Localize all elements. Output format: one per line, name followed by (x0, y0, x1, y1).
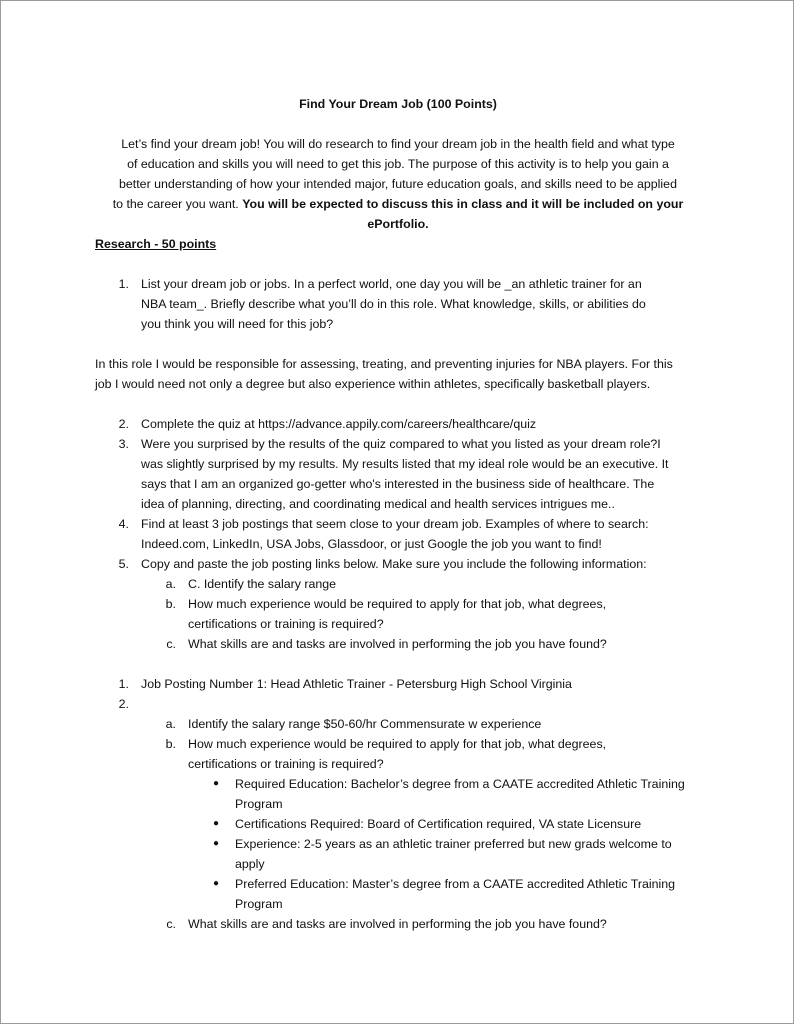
question-line: says that I am an organized go-getter who's interested in the business side of healthcare. The (141, 477, 655, 491)
question-line: was slightly surprised by my results. My results listed that my ideal role would be an executive. It (141, 457, 669, 471)
intro-line (1, 194, 794, 214)
sub-line: How much experience would be required to apply for that job, what degrees, (188, 597, 607, 611)
question-line: idea of planning, directing, and coordinating medical and health services intrigues me.. (141, 497, 615, 511)
sub-letter: b. (165, 737, 176, 751)
bullet-line: Program (235, 897, 283, 911)
answer-line: job I would need not only a degree but also experience within athletes, specifically basketball players. (95, 377, 651, 391)
question-line: Were you surprised by the results of the quiz compared to what you listed as your dream role?I (141, 437, 661, 451)
list-number: 1. (118, 677, 129, 691)
sub-line: certifications or training is required? (188, 757, 384, 771)
bullet-line: Preferred Education: Master’s degree from a CAATE accredited Athletic Training (235, 877, 676, 891)
bullet-line: apply (235, 857, 265, 871)
question-line: Complete the quiz at https://advance.appily.com/careers/healthcare/quiz (141, 417, 537, 431)
sub-line: How much experience would be required to apply for that job, what degrees, (188, 737, 607, 751)
question-line: Indeed.com, LinkedIn, USA Jobs, Glassdoor, or just Google the job you want to find! (141, 537, 602, 551)
research-heading: Research - 50 points (95, 237, 217, 251)
bullet-dot-icon: ● (213, 778, 220, 789)
bullet-dot-icon: ● (213, 838, 220, 849)
salary-line: Identify the salary range $50-60/hr Commensurate w experience (188, 717, 542, 731)
list-number: 4. (118, 517, 129, 531)
list-number: 2. (118, 697, 129, 711)
intro-line: better understanding of how your intended major, future education goals, and skills need to be applied (119, 177, 677, 191)
intro-bold-text: You will be expected to discuss this in class and it will be included on your (242, 197, 684, 211)
bullet-line: Certifications Required: Board of Certification required, VA state Licensure (235, 817, 642, 831)
sub-line: certifications or training is required? (188, 617, 384, 631)
bullet-dot-icon: ● (213, 818, 220, 829)
question-line: Find at least 3 job postings that seem close to your dream job. Examples of where to search: (141, 517, 649, 531)
page-title: Find Your Dream Job (100 Points) (299, 97, 497, 111)
list-number: 2. (118, 417, 129, 431)
answer-line: In this role I would be responsible for assessing, treating, and preventing injuries for NBA players. For this (95, 357, 673, 371)
sub-line: C. Identify the salary range (188, 577, 337, 591)
list-number: 3. (118, 437, 129, 451)
sub-letter: c. (166, 917, 176, 931)
sub-letter: b. (165, 597, 176, 611)
question-line: you think you will need for this job? (141, 317, 334, 331)
bullet-dot-icon: ● (213, 878, 220, 889)
intro-normal-text: to the career you want. (112, 197, 243, 211)
posting-title: Job Posting Number 1: Head Athletic Trainer - Petersburg High School Virginia (141, 677, 572, 691)
list-number: 5. (118, 557, 129, 571)
list-number: 1. (118, 277, 129, 291)
bullet-line: Experience: 2-5 years as an athletic trainer preferred but new grads welcome to (235, 837, 672, 851)
sub-letter: a. (165, 717, 176, 731)
sub-letter: a. (165, 577, 176, 591)
question-line: NBA team_. Briefly describe what you’ll do in this role. What knowledge, skills, or abilities do (141, 297, 646, 311)
bullet-line: Program (235, 797, 283, 811)
sub-line: What skills are and tasks are involved in performing the job you have found? (188, 917, 607, 931)
sub-letter: c. (166, 637, 176, 651)
sub-line: What skills are and tasks are involved in performing the job you have found? (188, 637, 607, 651)
question-line: Copy and paste the job posting links below. Make sure you include the following information: (141, 557, 647, 571)
bullet-line: Required Education: Bachelor’s degree from a CAATE accredited Athletic Training (235, 777, 685, 791)
intro-line-bold: ePortfolio. (367, 217, 429, 231)
intro-line: Let’s find your dream job! You will do research to find your dream job in the health field and what type (121, 137, 675, 151)
question-line: List your dream job or jobs. In a perfect world, one day you will be _an athletic trainer for an (141, 277, 642, 291)
intro-line: of education and skills you will need to get this job. The purpose of this activity is to help you gain a (127, 157, 669, 171)
